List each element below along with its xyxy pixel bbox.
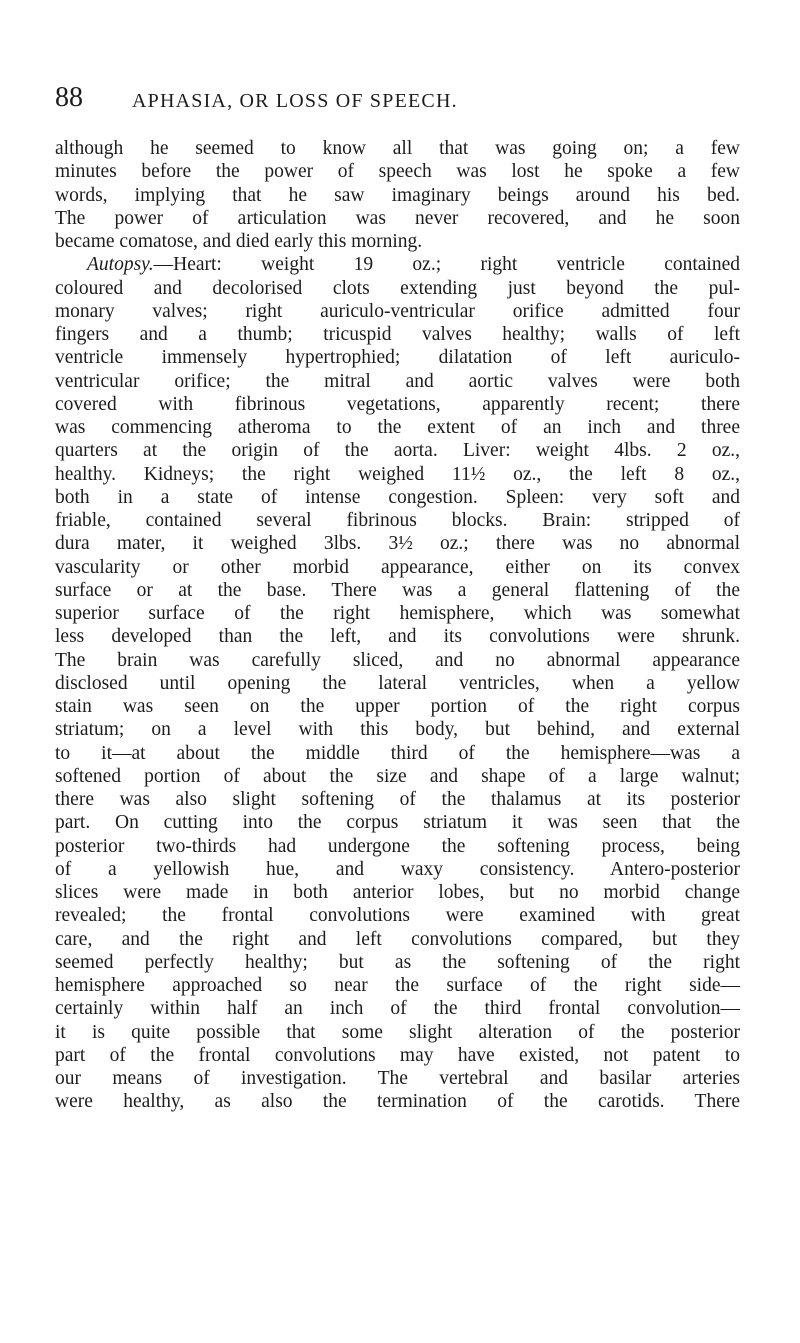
text-line: quarters at the origin of the aorta. Liver: weight 4lbs. 2 oz., (55, 440, 740, 462)
text-line: disclosed until opening the lateral ventricles, when a yellow (55, 672, 740, 694)
text-line: Autopsy.—Heart: weight 19 oz.; right ventricle contained (87, 254, 740, 276)
page-number: 88 (55, 82, 83, 113)
text-line: words, implying that he saw imaginary beings around his bed. (55, 184, 740, 206)
text-line: striatum; on a level with this body, but behind, and external (55, 719, 740, 741)
text-line: there was also slight softening of the thalamus at its posterior (55, 789, 740, 810)
text-line: fingers and a thumb; tricuspid valves healthy; walls of left (55, 324, 740, 345)
text-line: surface or at the base. There was a general flattening of the (55, 579, 740, 601)
text-line: revealed; the frontal convolutions were examined with great (55, 905, 740, 927)
text-line: ventricular orifice; the mitral and aortic valves were both (55, 370, 740, 392)
text-line: less developed than the left, and its convolutions were shrunk. (55, 626, 740, 648)
text-line: hemisphere approached so near the surface of the right side— (55, 975, 740, 996)
text-line: to it—at about the middle third of the hemisphere—was a (55, 742, 740, 764)
text-line: dura mater, it weighed 3lbs. 3½ oz.; there was no abnormal (55, 533, 740, 555)
text-line: healthy. Kidneys; the right weighed 11½ oz., the left 8 oz., (55, 463, 740, 485)
text-line: it is quite possible that some slight alteration of the posterior (55, 1021, 740, 1043)
autopsy-heading: Autopsy. (87, 254, 154, 276)
text-line: ventricle immensely hypertrophied; dilatation of left auriculo- (55, 347, 740, 369)
text-line: stain was seen on the upper portion of the right corpus (55, 696, 740, 717)
text-line: certainly within half an inch of the third frontal convolution— (55, 998, 740, 1020)
text-line: softened portion of about the size and shape of a large walnut; (55, 765, 740, 787)
text-line: coloured and decolorised clots extending just beyond the pul- (55, 277, 740, 299)
text-line: slices were made in both anterior lobes, but no morbid change (55, 882, 740, 903)
text-line: vascularity or other morbid appearance, either on its convex (55, 556, 740, 578)
body-text (55, 137, 740, 1114)
text-line: care, and the right and left convolutions compared, but they (55, 928, 740, 950)
paragraph (55, 253, 740, 1113)
text-line: of a yellowish hue, and waxy consistency. Antero-posterior (55, 858, 740, 880)
text-line: part of the frontal convolutions may have existed, not patent to (55, 1044, 740, 1066)
text-line: minutes before the power of speech was lost he spoke a few (55, 161, 740, 183)
text-line: The power of articulation was never recovered, and he soon (55, 207, 740, 229)
paragraph (55, 137, 740, 253)
text-line: although he seemed to know all that was going on; a few (55, 138, 740, 159)
text-line: was commencing atheroma to the extent of an inch and three (55, 417, 740, 438)
text-line: seemed perfectly healthy; but as the softening of the right (55, 951, 740, 973)
running-head (55, 84, 740, 120)
text-line: became comatose, and died early this morning. (55, 231, 423, 252)
text-line: our means of investigation. The vertebral and basilar arteries (55, 1068, 740, 1089)
text-line: part. On cutting into the corpus striatum it was seen that the (55, 812, 740, 834)
running-title: APHASIA, OR LOSS OF SPEECH. (132, 90, 458, 112)
text-line: monary valves; right auriculo-ventricular orifice admitted four (55, 300, 740, 322)
text-line: superior surface of the right hemisphere, which was somewhat (55, 603, 740, 624)
text-line: posterior two-thirds had undergone the softening process, being (55, 835, 740, 857)
text-line: were healthy, as also the termination of the carotids. There (55, 1091, 740, 1113)
text-line: covered with fibrinous vegetations, apparently recent; there (55, 393, 740, 415)
text-line: The brain was carefully sliced, and no abnormal appearance (55, 649, 740, 671)
text-line: both in a state of intense congestion. Spleen: very soft and (55, 486, 740, 508)
text-line: friable, contained several fibrinous blocks. Brain: stripped of (55, 510, 740, 531)
